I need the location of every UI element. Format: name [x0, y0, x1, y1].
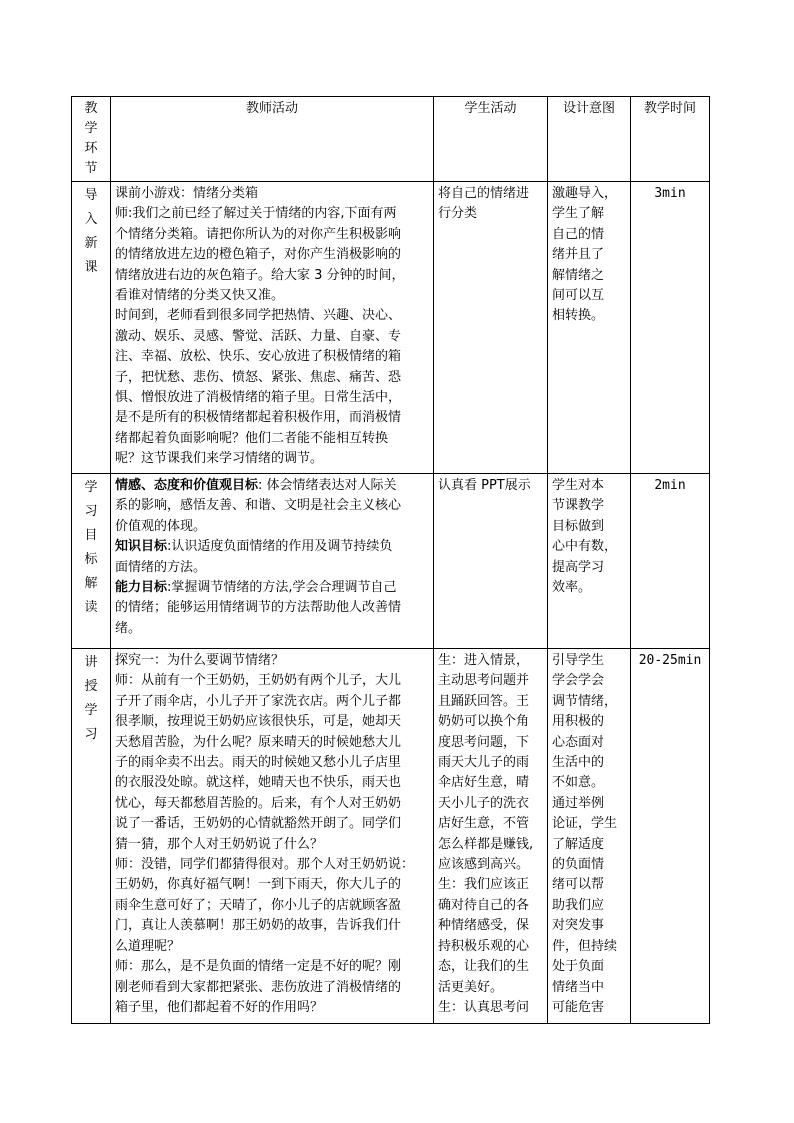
stage-char: 新: [84, 236, 98, 251]
goal-line: [115, 558, 429, 578]
design-line: 心态面对: [552, 734, 605, 750]
teacher-line: 子，把忧愁、悲伤、愤怒、紧张、焦虑、痛苦、恐: [115, 369, 402, 385]
teacher-activity: [111, 474, 434, 649]
stage-char: 习: [84, 727, 98, 742]
design-line: 激趣导入，: [552, 186, 618, 201]
header-teacher: 教师活动: [111, 97, 434, 182]
stage-char: 习: [84, 504, 98, 519]
design-line: 不如意。: [552, 775, 605, 791]
design-line: 学生对本: [552, 478, 605, 493]
student-line: 生：进入情景，: [438, 653, 530, 668]
student-line: 店好生意，不管: [438, 816, 530, 832]
goal-line: [115, 578, 429, 598]
student-line: 持积极乐观的心: [438, 938, 530, 954]
design-line: 处于负面: [552, 959, 605, 975]
design-line: 用积极的: [552, 714, 605, 730]
stage-cell: [72, 182, 111, 474]
student-line: 种情绪感受，保: [438, 918, 530, 934]
teacher-line: 时间到，老师看到很多同学把热情、兴趣、决心、: [115, 308, 402, 324]
goal-text: 价值观的体现。: [115, 518, 207, 534]
stage-char: 节: [84, 161, 98, 176]
student-line: 认真看 PPT展示: [438, 478, 531, 493]
goal-line: [115, 517, 429, 537]
table-row: [72, 474, 710, 649]
teacher-line: 师：那么，是不是负面的情绪一定是不好的呢？刚: [115, 959, 402, 975]
goal-text: :认识适度负面情绪的作用及调节持续负: [167, 539, 393, 555]
teacher-line: 是不是所有的积极情绪都起着积极作用，而消极情: [115, 410, 402, 426]
header-design: 设计意图: [548, 97, 631, 182]
stage-char: 读: [84, 600, 98, 615]
student-activity: [434, 649, 548, 1024]
design-line: 心中有数，: [552, 539, 618, 555]
design-line: 效率。: [552, 580, 592, 596]
design-line: 绪可以帮: [552, 877, 605, 893]
stage-char: 课: [84, 260, 98, 275]
design-line: 可能危害: [552, 999, 605, 1015]
teacher-line: 激动、娱乐、灵感、警觉、活跃、力量、自豪、专: [115, 328, 402, 344]
student-activity: [434, 474, 548, 649]
stage-char: 解: [84, 576, 98, 591]
teacher-line: 师:我们之前已经了解过关于情绪的内容,下面有两: [115, 206, 397, 222]
stage-char: 教: [84, 101, 98, 116]
table-row: [72, 182, 710, 474]
lesson-plan-table: [71, 96, 710, 1024]
design-line: 相转换。: [552, 308, 605, 324]
goal-text: 绪。: [115, 620, 142, 636]
goal-label: 能力目标: [115, 580, 168, 596]
student-activity: [434, 182, 548, 474]
student-line: 度思考问题，下: [438, 734, 530, 750]
stage-char: 授: [84, 679, 98, 694]
teacher-line: 很孝顺，按理说王奶奶应该很快乐，可是，她却天: [115, 714, 402, 730]
stage-char: 入: [84, 212, 98, 227]
teacher-activity: [111, 182, 434, 474]
goal-line: [115, 598, 429, 618]
teaching-time: 2min: [631, 474, 710, 649]
student-line: 奶奶可以换个角: [438, 714, 530, 730]
design-intent: [548, 474, 631, 649]
teaching-time: 3min: [631, 182, 710, 474]
student-line: 活更美好。: [438, 979, 504, 995]
student-line: 主动思考问题并: [438, 673, 530, 689]
stage-char: 导: [84, 188, 98, 203]
header-student: 学生活动: [434, 97, 548, 182]
teacher-line: 猜一猜，那个人对王奶奶说了什么？: [115, 836, 324, 852]
goal-text: :掌握调节情绪的方法,学会合理调节自己: [167, 580, 397, 596]
goal-label: 知识目标: [115, 539, 168, 555]
teacher-line: 看谁对情绪的分类又快又准。: [115, 288, 285, 304]
teacher-line: 的情绪放进左边的橙色箱子，对你产生消极影响的: [115, 247, 402, 263]
goal-text: 的情绪；能够运用情绪调节的方法帮助他人改善情: [115, 600, 402, 616]
design-line: 助我们应: [552, 897, 605, 913]
teacher-line: 的衣服没处晾。就这样，她晴天也不快乐，雨天也: [115, 775, 402, 791]
student-line: 且踊跃回答。王: [438, 693, 530, 709]
goal-line: [115, 537, 429, 557]
goal-line: [115, 476, 429, 496]
teacher-line: 师：没错，同学们都猜得很对。那个人对王奶奶说：: [115, 857, 415, 873]
student-line: 态，让我们的生: [438, 959, 530, 975]
design-line: 解情绪之: [552, 267, 605, 283]
stage-char: 学: [84, 703, 98, 718]
teacher-line: 子开了雨伞店，小儿子开了家洗衣店。两个儿子都: [115, 693, 402, 709]
teacher-line: 忧心，每天都愁眉苦脸的。后来，有个人对王奶奶: [115, 795, 402, 811]
design-line: 提高学习: [552, 559, 605, 575]
teacher-line: 雨伞生意可好了；天晴了，你小儿子的店就顾客盈: [115, 897, 402, 913]
stage-cell: [72, 649, 111, 1024]
design-intent: [548, 649, 631, 1024]
design-line: 间可以互: [552, 288, 605, 304]
design-line: 调节情绪，: [552, 693, 618, 709]
design-line: 引导学生: [552, 653, 605, 668]
design-line: 通过举例: [552, 795, 605, 811]
teacher-line: 刚老师看到大家都把紧张、悲伤放进了消极情绪的: [115, 979, 402, 995]
student-line: 确对待自己的各: [438, 897, 530, 913]
goal-text: : 体会情绪表达对人际关: [258, 478, 397, 493]
stage-cell: [72, 474, 111, 649]
design-line: 学生了解: [552, 206, 605, 222]
goal-label: 情感、态度和价值观目标: [115, 478, 259, 493]
goal-text: 面情绪的方法。: [115, 559, 207, 575]
student-line: 生：我们应该正: [438, 877, 530, 893]
teacher-line: 课前小游戏：情绪分类箱: [115, 186, 259, 201]
design-line: 节课教学: [552, 498, 605, 514]
student-line: 天小儿子的洗衣: [438, 795, 530, 811]
design-intent: [548, 182, 631, 474]
teacher-line: 门，真让人羡慕啊！那王奶奶的故事，告诉我们什: [115, 918, 402, 934]
table-row: [72, 649, 710, 1024]
design-line: 了解适度: [552, 836, 605, 852]
design-line: 学会学会: [552, 673, 605, 689]
student-line: 将自己的情绪进: [438, 186, 530, 201]
teacher-line: 个情绪分类箱。请把你所认为的对你产生积极影响: [115, 226, 402, 242]
teacher-line: 天愁眉苦脸，为什么呢？原来晴天的时候她愁大儿: [115, 734, 402, 750]
teacher-line: 师：从前有一个王奶奶，王奶奶有两个儿子，大儿: [115, 673, 402, 689]
teacher-line: 箱子里，他们都起着不好的作用吗？: [115, 999, 324, 1015]
stage-char: 学: [84, 121, 98, 136]
design-line: 件，但持续: [552, 938, 618, 954]
stage-char: 讲: [84, 655, 98, 670]
header-row: [72, 97, 710, 182]
design-line: 目标做到: [552, 518, 605, 534]
student-line: 雨天大儿子的雨: [438, 755, 530, 771]
student-line: 怎么样都是赚钱,: [438, 836, 534, 852]
stage-char: 标: [84, 552, 98, 567]
stage-char: 目: [84, 528, 98, 543]
design-line: 生活中的: [552, 755, 605, 771]
goal-line: [115, 619, 429, 639]
teacher-line: 王奶奶，你真好福气啊！一到下雨天，你大儿子的: [115, 877, 402, 893]
teacher-line: 呢？这节课我们来学习情绪的调节。: [115, 451, 324, 467]
design-line: 的负面情: [552, 857, 605, 873]
goal-line: [115, 496, 429, 516]
design-line: 对突发事: [552, 918, 605, 934]
stage-char: 环: [84, 141, 98, 156]
teacher-line: 绪都起着负面影响呢？他们二者能不能相互转换: [115, 430, 389, 446]
teacher-line: 注、幸福、放松、快乐、安心放进了积极情绪的箱: [115, 349, 402, 365]
student-line: 行分类: [438, 206, 478, 222]
student-line: 生：认真思考问: [438, 999, 530, 1015]
teacher-line: 惧、憎恨放进了消极情绪的箱子里。日常生活中，: [115, 390, 402, 406]
design-line: 绪并且了: [552, 247, 605, 263]
teaching-time: 20-25min: [631, 649, 710, 1024]
teacher-line: 情绪放进右边的灰色箱子。给大家 3 分钟的时间，: [115, 267, 405, 283]
teacher-activity: [111, 649, 434, 1024]
teacher-line: 么道理呢？: [115, 938, 181, 954]
design-line: 情绪当中: [552, 979, 605, 995]
teacher-line: 探究一：为什么要调节情绪？: [115, 653, 285, 668]
header-stage: [72, 97, 111, 182]
header-time: 教学时间: [631, 97, 710, 182]
student-line: 伞店好生意，晴: [438, 775, 530, 791]
design-line: 自己的情: [552, 226, 605, 242]
design-line: 论证，学生: [552, 816, 618, 832]
goal-text: 系的影响，感悟友善、和谐、文明是社会主义核心: [115, 498, 402, 514]
stage-char: 学: [84, 480, 98, 495]
teacher-line: 子的雨伞卖不出去。雨天的时候她又愁小儿子店里: [115, 755, 402, 771]
student-line: 应该感到高兴。: [438, 857, 530, 873]
teacher-line: 说了一番话，王奶奶的心情就豁然开朗了。同学们: [115, 816, 402, 832]
